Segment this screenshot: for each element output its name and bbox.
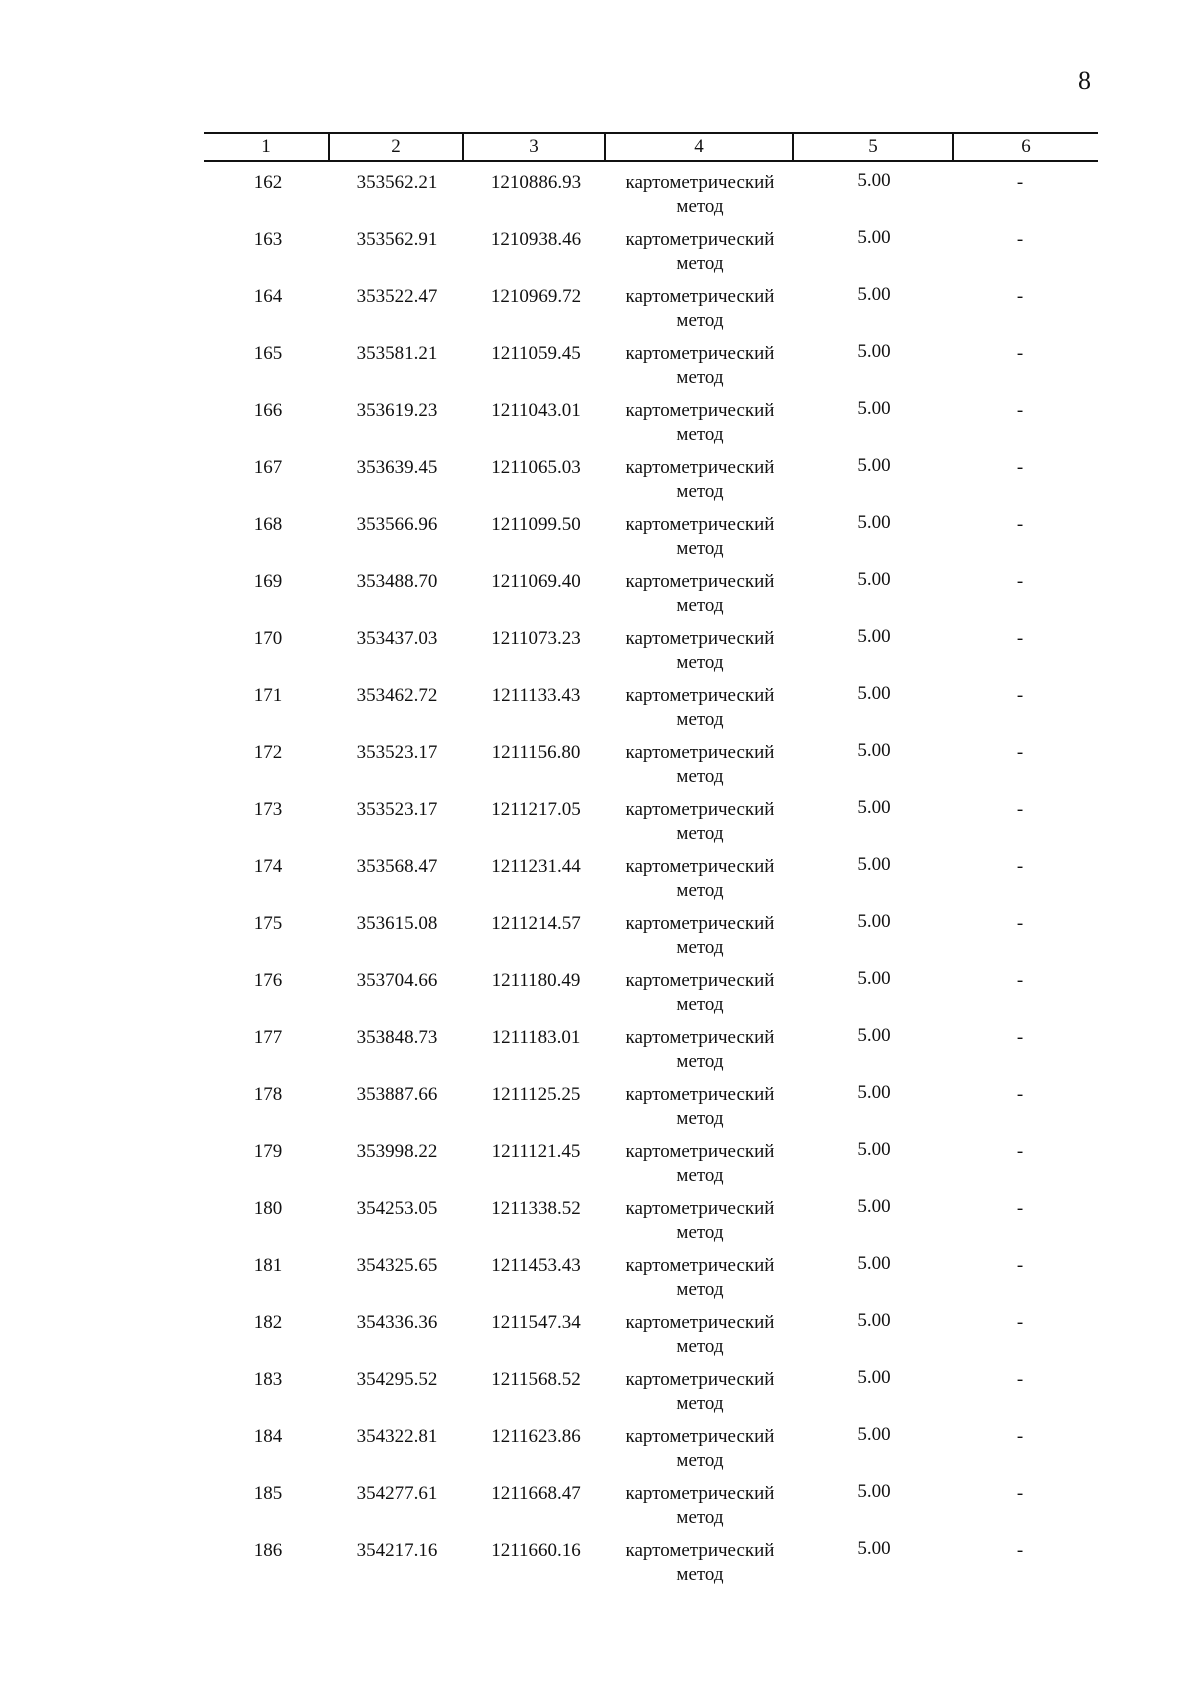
method-cell <box>607 627 793 675</box>
coordinate-y: 1211668.47 <box>491 1483 581 1504</box>
accuracy-value: 5.00 <box>857 170 891 191</box>
column-header-4: 4 <box>694 136 704 157</box>
method-cell <box>607 798 793 846</box>
method-line-1: картометрический <box>625 799 775 820</box>
method-line-2: метод <box>676 310 724 331</box>
coordinate-x: 354217.16 <box>356 1540 438 1561</box>
accuracy-value: 5.00 <box>857 1196 891 1217</box>
method-line-2: метод <box>676 937 724 958</box>
point-number: 162 <box>253 172 283 193</box>
accuracy-value: 5.00 <box>857 341 891 362</box>
table-row <box>0 1026 1200 1083</box>
coordinate-x: 353998.22 <box>356 1141 438 1162</box>
accuracy-value: 5.00 <box>857 1082 891 1103</box>
column-header-1: 1 <box>261 136 271 157</box>
method-line-1: картометрический <box>625 1540 775 1561</box>
method-cell <box>607 1482 793 1530</box>
coordinate-y: 1211073.23 <box>491 628 581 649</box>
method-line-1: картометрический <box>625 1369 775 1390</box>
method-line-1: картометрический <box>625 1426 775 1447</box>
coordinate-y: 1211065.03 <box>491 457 581 478</box>
method-line-1: картометрический <box>625 514 775 535</box>
coordinate-y: 1211568.52 <box>491 1369 581 1390</box>
point-number: 183 <box>253 1369 283 1390</box>
description-value: - <box>1016 1141 1024 1162</box>
accuracy-value: 5.00 <box>857 455 891 476</box>
accuracy-value: 5.00 <box>857 284 891 305</box>
description-value: - <box>1016 913 1024 934</box>
coordinate-y: 1211121.45 <box>491 1141 581 1162</box>
coordinate-y: 1210886.93 <box>490 172 582 193</box>
description-value: - <box>1016 1483 1024 1504</box>
method-cell <box>607 285 793 333</box>
coordinate-y: 1211214.57 <box>491 913 581 934</box>
point-number: 176 <box>253 970 283 991</box>
table-row <box>0 912 1200 969</box>
coordinate-y: 1211623.86 <box>491 1426 581 1447</box>
coordinate-x: 353615.08 <box>356 913 438 934</box>
method-cell <box>607 1140 793 1188</box>
point-number: 175 <box>253 913 283 934</box>
accuracy-value: 5.00 <box>857 1538 891 1559</box>
method-line-1: картометрический <box>625 229 775 250</box>
coordinate-y: 1211660.16 <box>491 1540 581 1561</box>
accuracy-value: 5.00 <box>857 626 891 647</box>
method-cell <box>607 912 793 960</box>
accuracy-value: 5.00 <box>857 854 891 875</box>
table-row <box>0 1254 1200 1311</box>
table-row <box>0 1140 1200 1197</box>
method-line-2: метод <box>676 595 724 616</box>
method-line-1: картометрический <box>625 1141 775 1162</box>
method-line-1: картометрический <box>625 1483 775 1504</box>
method-line-1: картометрический <box>625 1084 775 1105</box>
method-cell <box>607 1539 793 1587</box>
coordinate-y: 1211156.80 <box>491 742 581 763</box>
method-line-1: картометрический <box>625 1198 775 1219</box>
point-number: 180 <box>253 1198 283 1219</box>
coordinate-x: 354295.52 <box>356 1369 438 1390</box>
table-row <box>0 1311 1200 1368</box>
table-row <box>0 513 1200 570</box>
point-number: 170 <box>253 628 283 649</box>
column-header-2: 2 <box>391 136 401 157</box>
method-cell <box>607 456 793 504</box>
accuracy-value: 5.00 <box>857 398 891 419</box>
coordinate-y: 1211231.44 <box>491 856 581 877</box>
method-line-1: картометрический <box>625 970 775 991</box>
method-cell <box>607 1197 793 1245</box>
table-row <box>0 399 1200 456</box>
point-number: 171 <box>253 685 283 706</box>
coordinate-x: 354322.81 <box>356 1426 438 1447</box>
method-cell <box>607 684 793 732</box>
description-value: - <box>1016 1027 1024 1048</box>
accuracy-value: 5.00 <box>857 911 891 932</box>
method-cell <box>607 399 793 447</box>
description-value: - <box>1016 400 1024 421</box>
coordinate-x: 353568.47 <box>356 856 438 877</box>
accuracy-value: 5.00 <box>857 968 891 989</box>
method-cell <box>607 855 793 903</box>
accuracy-value: 5.00 <box>857 1025 891 1046</box>
method-line-1: картометрический <box>625 400 775 421</box>
method-line-2: метод <box>676 538 724 559</box>
point-number: 166 <box>253 400 283 421</box>
table-row <box>0 342 1200 399</box>
method-line-2: метод <box>676 367 724 388</box>
method-line-2: метод <box>676 823 724 844</box>
method-cell <box>607 1254 793 1302</box>
coordinate-x: 353619.23 <box>356 400 438 421</box>
coordinate-x: 353562.21 <box>356 172 438 193</box>
coordinate-x: 354336.36 <box>356 1312 438 1333</box>
coordinate-y: 1211125.25 <box>491 1084 581 1105</box>
method-cell <box>607 228 793 276</box>
method-line-2: метод <box>676 1336 724 1357</box>
point-number: 181 <box>253 1255 283 1276</box>
description-value: - <box>1016 856 1024 877</box>
method-line-2: метод <box>676 1564 724 1585</box>
coordinate-x: 353488.70 <box>356 571 438 592</box>
point-number: 163 <box>253 229 283 250</box>
method-cell <box>607 1026 793 1074</box>
description-value: - <box>1016 970 1024 991</box>
coordinate-x: 353848.73 <box>356 1027 438 1048</box>
description-value: - <box>1016 286 1024 307</box>
description-value: - <box>1016 628 1024 649</box>
coordinate-x: 354253.05 <box>356 1198 438 1219</box>
accuracy-value: 5.00 <box>857 1424 891 1445</box>
method-line-1: картометрический <box>625 913 775 934</box>
method-line-2: метод <box>676 196 724 217</box>
method-cell <box>607 741 793 789</box>
accuracy-value: 5.00 <box>857 1481 891 1502</box>
method-line-2: метод <box>676 1051 724 1072</box>
method-line-1: картометрический <box>625 742 775 763</box>
method-line-2: метод <box>676 880 724 901</box>
method-line-1: картометрический <box>625 628 775 649</box>
method-line-2: метод <box>676 766 724 787</box>
method-line-2: метод <box>676 994 724 1015</box>
method-line-2: метод <box>676 253 724 274</box>
table-row <box>0 969 1200 1026</box>
accuracy-value: 5.00 <box>857 1253 891 1274</box>
method-line-1: картометрический <box>625 343 775 364</box>
method-line-1: картометрический <box>625 286 775 307</box>
method-line-2: метод <box>676 1108 724 1129</box>
method-line-2: метод <box>676 1393 724 1414</box>
method-cell <box>607 570 793 618</box>
method-line-2: метод <box>676 1222 724 1243</box>
coordinate-x: 353639.45 <box>356 457 438 478</box>
coordinate-x: 353522.47 <box>356 286 438 307</box>
accuracy-value: 5.00 <box>857 512 891 533</box>
description-value: - <box>1016 685 1024 706</box>
accuracy-value: 5.00 <box>857 740 891 761</box>
point-number: 184 <box>253 1426 283 1447</box>
method-line-2: метод <box>676 652 724 673</box>
method-cell <box>607 1311 793 1359</box>
description-value: - <box>1016 172 1024 193</box>
description-value: - <box>1016 1198 1024 1219</box>
coordinate-x: 354277.61 <box>356 1483 438 1504</box>
description-value: - <box>1016 229 1024 250</box>
method-line-1: картометрический <box>625 1027 775 1048</box>
method-line-2: метод <box>676 481 724 502</box>
method-line-2: метод <box>676 1507 724 1528</box>
coordinate-y: 1211338.52 <box>491 1198 581 1219</box>
point-number: 185 <box>253 1483 283 1504</box>
point-number: 179 <box>253 1141 283 1162</box>
method-line-1: картометрический <box>625 571 775 592</box>
table-row <box>0 1482 1200 1539</box>
coordinate-y: 1211059.45 <box>491 343 581 364</box>
table-row <box>0 741 1200 798</box>
coordinate-x: 353887.66 <box>356 1084 438 1105</box>
point-number: 165 <box>253 343 283 364</box>
column-header-5: 5 <box>868 136 878 157</box>
method-line-1: картометрический <box>625 457 775 478</box>
coordinate-y: 1210969.72 <box>490 286 582 307</box>
table-row <box>0 1425 1200 1482</box>
table-row <box>0 570 1200 627</box>
point-number: 178 <box>253 1084 283 1105</box>
description-value: - <box>1016 1426 1024 1447</box>
method-line-1: картометрический <box>625 856 775 877</box>
accuracy-value: 5.00 <box>857 797 891 818</box>
description-value: - <box>1016 571 1024 592</box>
method-cell <box>607 513 793 561</box>
coordinate-x: 353437.03 <box>356 628 438 649</box>
accuracy-value: 5.00 <box>857 1139 891 1160</box>
description-value: - <box>1016 514 1024 535</box>
table-row <box>0 228 1200 285</box>
method-line-2: метод <box>676 1279 724 1300</box>
method-line-1: картометрический <box>625 685 775 706</box>
coordinate-y: 1211547.34 <box>491 1312 581 1333</box>
method-cell <box>607 1425 793 1473</box>
table-row <box>0 171 1200 228</box>
point-number: 182 <box>253 1312 283 1333</box>
table-row <box>0 684 1200 741</box>
table-row <box>0 798 1200 855</box>
description-value: - <box>1016 1084 1024 1105</box>
table-header <box>204 132 1098 162</box>
coordinate-x: 353566.96 <box>356 514 438 535</box>
table-row <box>0 1197 1200 1254</box>
coordinate-y: 1211069.40 <box>491 571 581 592</box>
table-row <box>0 1083 1200 1140</box>
point-number: 172 <box>253 742 283 763</box>
method-line-2: метод <box>676 424 724 445</box>
description-value: - <box>1016 343 1024 364</box>
coordinate-x: 353523.17 <box>356 799 438 820</box>
method-cell <box>607 1368 793 1416</box>
coordinate-y: 1211099.50 <box>491 514 581 535</box>
description-value: - <box>1016 799 1024 820</box>
description-value: - <box>1016 1255 1024 1276</box>
accuracy-value: 5.00 <box>857 227 891 248</box>
method-line-2: метод <box>676 1450 724 1471</box>
method-cell <box>607 969 793 1017</box>
coordinate-y: 1211453.43 <box>491 1255 581 1276</box>
method-cell <box>607 1083 793 1131</box>
table-row <box>0 1539 1200 1596</box>
table-row <box>0 285 1200 342</box>
method-line-1: картометрический <box>625 1312 775 1333</box>
point-number: 177 <box>253 1027 283 1048</box>
coordinate-x: 353523.17 <box>356 742 438 763</box>
coordinate-x: 353581.21 <box>356 343 438 364</box>
method-line-2: метод <box>676 709 724 730</box>
coordinate-y: 1211217.05 <box>491 799 581 820</box>
table-row <box>0 855 1200 912</box>
column-header-3: 3 <box>529 136 539 157</box>
coordinate-x: 354325.65 <box>356 1255 438 1276</box>
table-row <box>0 627 1200 684</box>
coordinate-y: 1211133.43 <box>491 685 581 706</box>
coordinate-y: 1211043.01 <box>491 400 581 421</box>
description-value: - <box>1016 1540 1024 1561</box>
point-number: 168 <box>253 514 283 535</box>
description-value: - <box>1016 742 1024 763</box>
point-number: 174 <box>253 856 283 877</box>
accuracy-value: 5.00 <box>857 1367 891 1388</box>
point-number: 173 <box>253 799 283 820</box>
table-body <box>0 171 1200 1596</box>
accuracy-value: 5.00 <box>857 1310 891 1331</box>
page-number: 8 <box>1078 66 1091 95</box>
point-number: 167 <box>253 457 283 478</box>
table-row <box>0 1368 1200 1425</box>
coordinate-x: 353562.91 <box>356 229 438 250</box>
method-line-1: картометрический <box>625 172 775 193</box>
coordinate-x: 353704.66 <box>356 970 438 991</box>
method-cell <box>607 171 793 219</box>
description-value: - <box>1016 457 1024 478</box>
point-number: 164 <box>253 286 283 307</box>
point-number: 186 <box>253 1540 283 1561</box>
column-header-6: 6 <box>1021 136 1031 157</box>
method-cell <box>607 342 793 390</box>
point-number: 169 <box>253 571 283 592</box>
description-value: - <box>1016 1312 1024 1333</box>
accuracy-value: 5.00 <box>857 683 891 704</box>
method-line-2: метод <box>676 1165 724 1186</box>
table-row <box>0 456 1200 513</box>
coordinate-y: 1211183.01 <box>491 1027 581 1048</box>
method-line-1: картометрический <box>625 1255 775 1276</box>
coordinate-y: 1211180.49 <box>491 970 581 991</box>
accuracy-value: 5.00 <box>857 569 891 590</box>
description-value: - <box>1016 1369 1024 1390</box>
coordinate-x: 353462.72 <box>356 685 438 706</box>
coordinate-y: 1210938.46 <box>490 229 582 250</box>
